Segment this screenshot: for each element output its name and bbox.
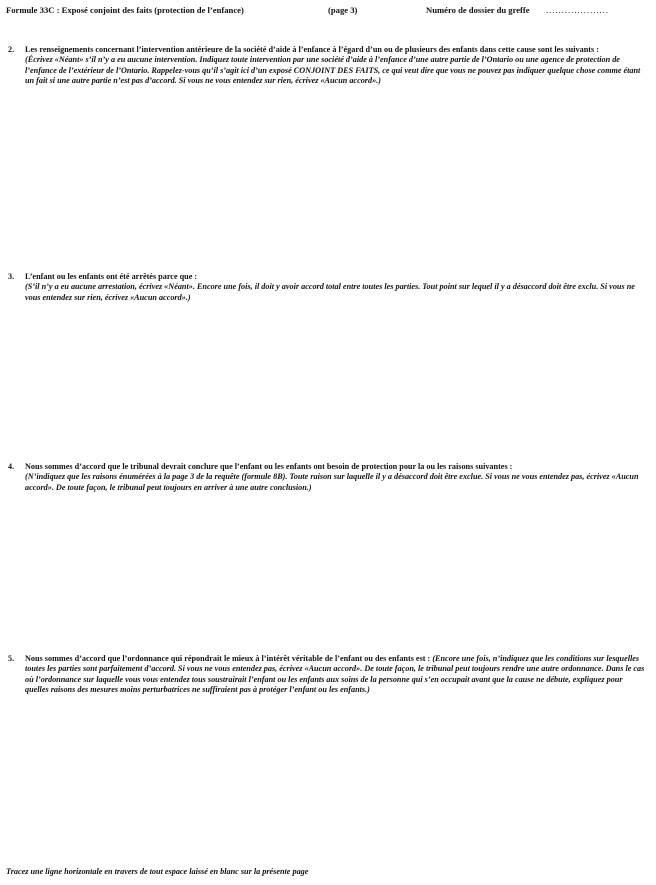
section-2 [8,45,648,87]
page-header [6,5,650,19]
section-4 [8,462,648,493]
page-number: (page 3) [328,5,358,15]
form-title: Formule 33C : Exposé conjoint des faits (protection de l’enfance) [6,5,244,15]
section-instruction: (S’il n’y a eu aucune arrestation, écrivez «Néant». Encore une fois, il doit y avoir accord total entre toutes les parties. Tout point sur lequel il y a désaccord doit être exclu. Si vous ne vous entendez sur rien, écrivez «Aucun accord».) [25,282,635,302]
section-number: 2. [8,45,15,54]
section-instruction: (N’indiquez que les raisons énumérées à la page 3 de la requête (formule 8B). Toute raison sur laquelle il y a désaccord doit être exclue. Si vous ne vous entendez pas, écrivez «Aucun accord». De toute façon, le tribunal peut toujours en arriver à une autre conclusion.) [25,472,639,492]
footer-note: Tracez une ligne horizontale en travers de tout espace laissé en blanc sur la présente page [6,867,309,876]
court-file-number-label: Numéro de dossier du greffe [426,5,530,15]
section-3 [8,272,648,303]
section-number: 4. [8,462,15,471]
section-lead-text: Nous sommes d’accord que l’ordonnance qui répondrait le mieux à l’intérêt véritable de l’enfant ou des enfants est : [25,654,431,663]
section-instruction: (Écrivez «Néant» s’il n’y a eu aucune intervention. Indiquez toute intervention par une société d’aide à l’enfance d’une autre partie de l’Ontario ou une agence de protection de l’enfance de l’extérieur de l’Ontario. Rappelez-vous qu’il s’agit ici d’un exposé CONJOINT DES FAITS, ce qui veut dire que vous ne pouvez pas indiquer quelque chose comme étant un fait si une autre partie n’est pas d’accord. Si vous ne vous entendez sur rien, écrivez «Aucun accord».) [25,55,641,86]
section-number: 5. [8,654,15,663]
section-lead-text: L’enfant ou les enfants ont été arrêtés parce que : [25,272,198,281]
court-file-number-field[interactable]: .................... [546,5,609,15]
section-lead-text: Nous sommes d’accord que le tribunal devrait conclure que l’enfant ou les enfants ont besoin de protection pour la ou les raisons suivantes : [25,462,513,471]
section-5 [8,654,648,696]
section-instruction: (Encore une fois, n’indiquez que les conditions sur lesquelles toutes les parties sont parfaitement d’accord. Si vous ne vous entendez pas, écrivez «Aucun accord». De toute façon, le tribunal peut toujours rendre une autre ordonnance. Dans le cas où l’ordonnance sur laquelle vous vous entendez tous soustrairait l’enfant ou les enfants aux soins de la personne qui s’en occupait avant que la cause ne débute, expliquez pour quelles raisons des mesures moins perturbatrices ne suffiraient pas à protéger l’enfant ou les enfants.) [25,654,645,695]
section-number: 3. [8,272,15,281]
section-lead-text: Les renseignements concernant l’intervention antérieure de la société d’aide à l’enfance à l’égard d’un ou de plusieurs des enfants dans cette cause sont les suivants : [25,45,599,54]
